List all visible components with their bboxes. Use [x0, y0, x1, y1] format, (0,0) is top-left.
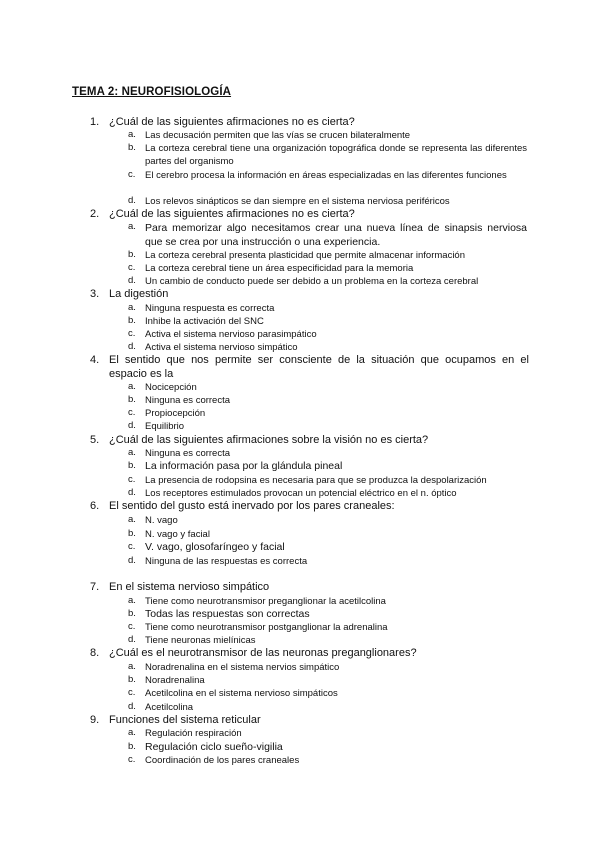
option-letter: d. [128, 275, 136, 286]
option-letter: b. [128, 142, 136, 153]
question-text: ¿Cuál de las siguientes afirmaciones sobre la visión no es cierta? [109, 434, 429, 446]
question-number: 2. [90, 208, 100, 220]
option-text: Equilibrio [145, 421, 185, 432]
option-text: N. vago y facial [145, 529, 210, 540]
question-number: 3. [90, 288, 100, 300]
option-text: N. vago [145, 515, 178, 526]
option-text: Ninguna es correcta [145, 395, 231, 406]
option-text: Tiene neuronas mielínicas [145, 635, 256, 646]
option-letter: c. [128, 169, 136, 180]
option-letter: b. [128, 249, 136, 260]
option-letter: a. [128, 447, 136, 458]
question-text: El sentido del gusto está inervado por los pares craneales: [109, 500, 395, 512]
option-text: La corteza cerebral tiene una organización topográfica donde se representa las diferentes partes del organismo [145, 143, 527, 167]
option-text: Noradrenalina [145, 675, 205, 686]
option-letter: d. [128, 634, 136, 645]
option-text: Los relevos sinápticos se dan siempre en el sistema nerviosa periféricos [145, 196, 450, 207]
option-letter: b. [128, 608, 136, 619]
option-letter: b. [128, 315, 136, 326]
question-text: El sentido que nos permite ser consciente de la situación que ocupamos en el espacio es la [109, 354, 529, 380]
question-text: Funciones del sistema reticular [109, 714, 261, 726]
question-text: En el sistema nervioso simpático [109, 581, 270, 593]
option-text: Noradrenalina en el sistema nervios simpático [145, 662, 340, 673]
option-text: El cerebro procesa la información en áreas especializadas en las diferentes funciones [145, 170, 507, 181]
option-letter: a. [128, 381, 136, 392]
option-letter: c. [128, 541, 136, 552]
question-number: 1. [90, 116, 100, 128]
option-text: Coordinación de los pares craneales [145, 755, 300, 766]
option-text: Tiene como neurotransmisor postganglionar la adrenalina [145, 622, 388, 633]
option-text: V. vago, glosofaríngeo y facial [145, 541, 285, 553]
option-letter: d. [128, 341, 136, 352]
option-text: La presencia de rodopsina es necesaria para que se produzca la despolarización [145, 475, 487, 486]
option-letter: c. [128, 754, 136, 765]
question-number: 8. [90, 647, 100, 659]
question-text: ¿Cuál de las siguientes afirmaciones no es cierta? [109, 208, 355, 220]
option-letter: a. [128, 661, 136, 672]
option-letter: d. [128, 555, 136, 566]
option-text: Los receptores estimulados provocan un potencial eléctrico en el n. óptico [145, 488, 457, 499]
option-text: La corteza cerebral presenta plasticidad que permite almacenar información [145, 250, 466, 261]
question-number: 7. [90, 581, 100, 593]
option-text: Inhibe la activación del SNC [145, 316, 264, 327]
option-text: Nocicepción [145, 382, 197, 393]
option-text: Acetilcolina [145, 702, 194, 713]
question-text: ¿Cuál de las siguientes afirmaciones no es cierta? [109, 116, 355, 128]
question-number: 6. [90, 500, 100, 512]
option-text: Acetilcolina en el sistema nervioso simpáticos [145, 688, 338, 699]
option-letter: b. [128, 741, 136, 752]
option-letter: a. [128, 727, 136, 738]
option-letter: c. [128, 474, 136, 485]
option-text: Para memorizar algo necesitamos crear una nueva línea de sinapsis nerviosa que se crea por una instrucción o una experiencia. [145, 222, 527, 248]
option-letter: c. [128, 262, 136, 273]
option-letter: d. [128, 195, 136, 206]
option-text: Regulación ciclo sueño-vigilia [145, 741, 283, 753]
option-text: La corteza cerebral tiene un área especificidad para la memoria [145, 263, 414, 274]
option-letter: a. [128, 129, 136, 140]
question-text: La digestión [109, 288, 169, 300]
option-letter: a. [128, 595, 136, 606]
option-letter: c. [128, 621, 136, 632]
option-text: Ninguna es correcta [145, 448, 231, 459]
option-letter: b. [128, 460, 136, 471]
option-text: Ninguna de las respuestas es correcta [145, 556, 308, 567]
option-letter: c. [128, 687, 136, 698]
question-text: ¿Cuál es el neurotransmisor de las neuronas preganglionares? [109, 647, 417, 659]
option-letter: d. [128, 420, 136, 431]
option-text: Activa el sistema nervioso parasimpático [145, 329, 317, 340]
option-letter: c. [128, 328, 136, 339]
option-text: Un cambio de conducto puede ser debido a un problema en la corteza cerebral [145, 276, 479, 287]
option-letter: a. [128, 221, 136, 232]
option-letter: a. [128, 514, 136, 525]
page-title: TEMA 2: NEUROFISIOLOGÍA [72, 86, 232, 98]
option-letter: b. [128, 394, 136, 405]
option-text: Las decusación permiten que las vías se crucen bilateralmente [145, 130, 411, 141]
option-letter: b. [128, 528, 136, 539]
question-number: 9. [90, 714, 100, 726]
option-text: Ninguna respuesta es correcta [145, 303, 275, 314]
question-number: 5. [90, 434, 100, 446]
option-text: Activa el sistema nervioso simpático [145, 342, 298, 353]
option-text: Regulación respiración [145, 728, 242, 739]
question-number: 4. [90, 354, 100, 366]
option-letter: a. [128, 302, 136, 313]
option-letter: b. [128, 674, 136, 685]
option-letter: d. [128, 701, 136, 712]
option-text: Tiene como neurotransmisor preganglionar la acetilcolina [145, 596, 386, 607]
option-text: Todas las respuestas son correctas [145, 608, 310, 620]
option-letter: d. [128, 487, 136, 498]
option-text: La información pasa por la glándula pineal [145, 460, 343, 472]
option-letter: c. [128, 407, 136, 418]
option-text: Propiocepción [145, 408, 206, 419]
